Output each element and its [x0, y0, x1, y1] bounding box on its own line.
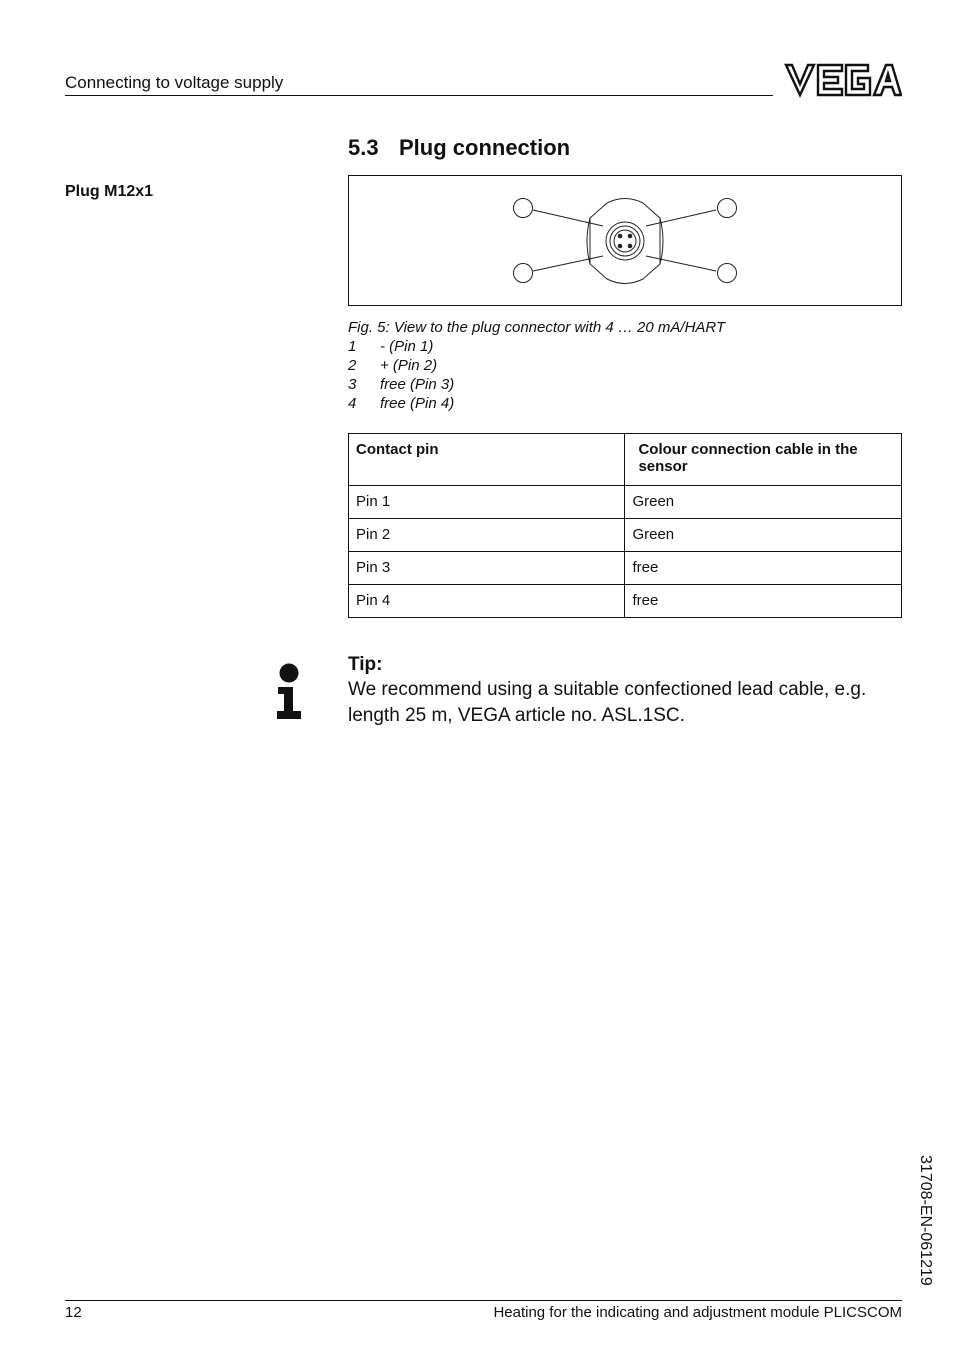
- table-header-row: [349, 434, 902, 486]
- vega-logo: [784, 62, 902, 98]
- page-number: 12: [65, 1304, 82, 1321]
- table-cell: Pin 1: [349, 486, 625, 519]
- footer-title: Heating for the indicating and adjustment module PLICSCOM: [493, 1304, 902, 1321]
- running-title: Connecting to voltage supply: [65, 73, 284, 92]
- table-row: [349, 585, 902, 618]
- table-cell: Pin 2: [349, 519, 625, 552]
- column-header: Contact pin: [349, 434, 625, 486]
- plug-connector-drawing: [349, 176, 901, 305]
- table-cell: Green: [625, 519, 902, 552]
- section-title: Plug connection: [399, 135, 571, 160]
- section-number: 5.3: [348, 135, 379, 160]
- table-cell: free: [625, 552, 902, 585]
- table-cell: Pin 3: [349, 552, 625, 585]
- legend-item: 1 - (Pin 1): [348, 338, 434, 355]
- side-label: Plug M12x1: [65, 183, 154, 200]
- pin-assignment-table: [348, 433, 902, 618]
- table-row: [349, 486, 902, 519]
- column-header: Colour connection cable in the sensor: [625, 434, 902, 486]
- document-number: 31708-EN-061219: [917, 1155, 934, 1286]
- tip-text: We recommend using a suitable confectioned lead cable, e.g. length 25 m, VEGA article no. ASL.1SC.: [348, 679, 867, 726]
- figure-caption: Fig. 5: View to the plug connector with 4 … 20 mA/HART: [348, 319, 726, 336]
- figure-legend: [348, 337, 454, 413]
- legend-item: 3 free (Pin 3): [348, 376, 455, 393]
- legend-item: 2 + (Pin 2): [348, 357, 438, 374]
- header-divider: [65, 95, 773, 96]
- table-row: [349, 519, 902, 552]
- table-cell: free: [625, 585, 902, 618]
- legend-item: 4 free (Pin 4): [348, 395, 455, 412]
- table-row: [349, 552, 902, 585]
- section-heading: [348, 135, 570, 161]
- tip-title: Tip:: [348, 654, 383, 675]
- plug-connector-figure: [348, 175, 902, 306]
- info-icon: [276, 662, 302, 720]
- table-cell: Pin 4: [349, 585, 625, 618]
- table-cell: Green: [625, 486, 902, 519]
- footer-divider: [65, 1300, 902, 1301]
